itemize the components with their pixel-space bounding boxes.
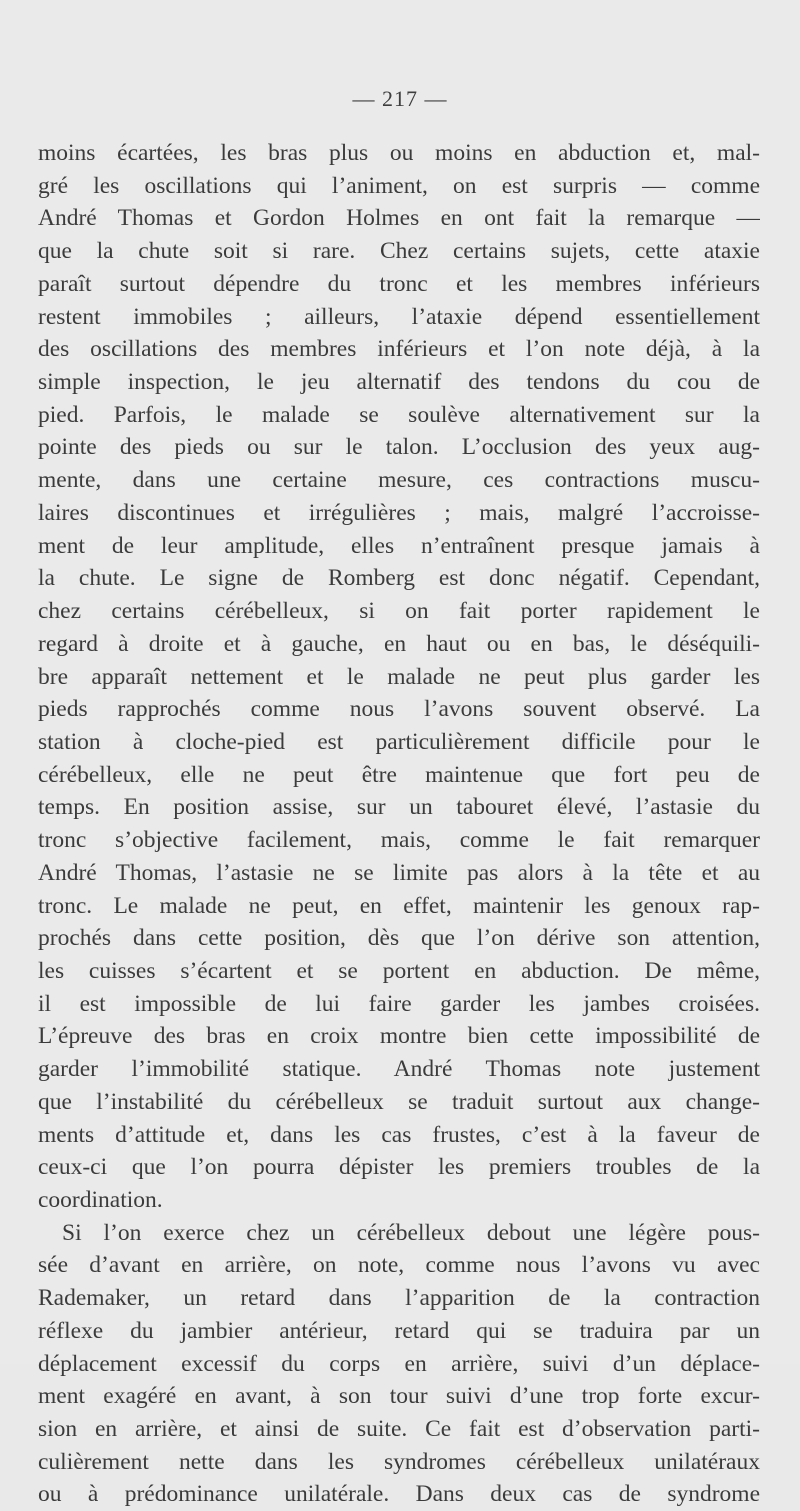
text-line: sée d’avant en arrière, on note, comme nous l’avons vu avec	[38, 1252, 760, 1279]
text-line: ment exagéré en avant, à son tour suivi d’une trop forte excur-	[38, 1383, 760, 1410]
text-line: gré les oscillations qui l’animent, on est surpris — comme	[38, 172, 760, 199]
text-line: paraît surtout dépendre du tronc et les membres inférieurs	[38, 270, 760, 297]
text-line: Rademaker, un retard dans l’apparition de la contraction	[38, 1285, 760, 1312]
text-line: temps. En position assise, sur un tabouret élevé, l’astasie du	[38, 794, 760, 821]
text-line: ceux-ci que l’on pourra dépister les premiers troubles de la	[38, 1154, 760, 1181]
text-line: chez certains cérébelleux, si on fait porter rapidement le	[38, 598, 760, 625]
text-line: mente, dans une certaine mesure, ces contractions muscu-	[38, 467, 760, 494]
text-line: tronc s’objective facilement, mais, comme le fait remarquer	[38, 827, 760, 854]
text-line: moins écartées, les bras plus ou moins en abduction et, mal-	[38, 140, 760, 166]
text-line: les cuisses s’écartent et se portent en abduction. De même,	[38, 957, 760, 984]
text-line: la chute. Le signe de Romberg est donc négatif. Cependant,	[38, 565, 760, 592]
text-line: réflexe du jambier antérieur, retard qui se traduira par un	[38, 1317, 760, 1344]
text-line: ou à prédominance unilatérale. Dans deux cas de syndrome	[38, 1481, 760, 1508]
text-line: tronc. Le malade ne peut, en effet, maintenir les genoux rap-	[38, 892, 760, 919]
text-line: culièrement nette dans les syndromes cérébelleux unilatéraux	[38, 1448, 760, 1475]
paragraph-first-line: Si l’on exerce chez un cérébelleux debout une légère pous-	[62, 1219, 760, 1246]
text-line: bre apparaît nettement et le malade ne peut plus garder les	[38, 663, 760, 690]
text-line: restent immobiles ; ailleurs, l’ataxie dépend essentiellement	[38, 303, 760, 330]
text-line: André Thomas et Gordon Holmes en ont fait la remarque —	[38, 205, 760, 232]
text-line: ments d’attitude et, dans les cas frustes, c’est à la faveur de	[38, 1121, 760, 1148]
text-line: que la chute soit si rare. Chez certains sujets, cette ataxie	[38, 238, 760, 265]
text-line: simple inspection, le jeu alternatif des tendons du cou de	[38, 369, 760, 396]
text-line: prochés dans cette position, dès que l’on dérive son attention,	[38, 925, 760, 952]
text-line: regard à droite et à gauche, en haut ou en bas, le déséquili-	[38, 630, 760, 657]
text-line: sion en arrière, et ainsi de suite. Ce fait est d’observation parti-	[38, 1416, 760, 1443]
page-number: — 217 —	[352, 86, 448, 111]
text-line: André Thomas, l’astasie ne se limite pas alors à la tête et au	[38, 859, 760, 886]
text-line: déplacement excessif du corps en arrière, suivi d’un déplace-	[38, 1350, 760, 1377]
text-line: pieds rapprochés comme nous l’avons souvent observé. La	[38, 696, 760, 723]
text-line: des oscillations des membres inférieurs et l’on note déjà, à la	[38, 336, 760, 363]
text-line: station à cloche-pied est particulièrement difficile pour le	[38, 728, 760, 755]
text-line: ment de leur amplitude, elles n’entraînent presque jamais à	[38, 532, 760, 559]
text-line: pointe des pieds ou sur le talon. L’occlusion des yeux aug-	[38, 434, 760, 461]
text-line: cérébelleux, elle ne peut être maintenue que fort peu de	[38, 761, 760, 788]
text-line: garder l’immobilité statique. André Thomas note justement	[38, 1056, 760, 1083]
text-line: que l’instabilité du cérébelleux se traduit surtout aux change-	[38, 1088, 760, 1115]
body-text	[38, 137, 760, 1511]
text-line: il est impossible de lui faire garder les jambes croisées.	[38, 990, 760, 1017]
text-line: L’épreuve des bras en croix montre bien cette impossibilité de	[38, 1023, 760, 1050]
text-line: laires discontinues et irrégulières ; mais, malgré l’accroisse-	[38, 499, 760, 526]
paragraph-end-line: coordination.	[38, 1187, 163, 1213]
text-line: pied. Parfois, le malade se soulève alternativement sur la	[38, 401, 760, 428]
